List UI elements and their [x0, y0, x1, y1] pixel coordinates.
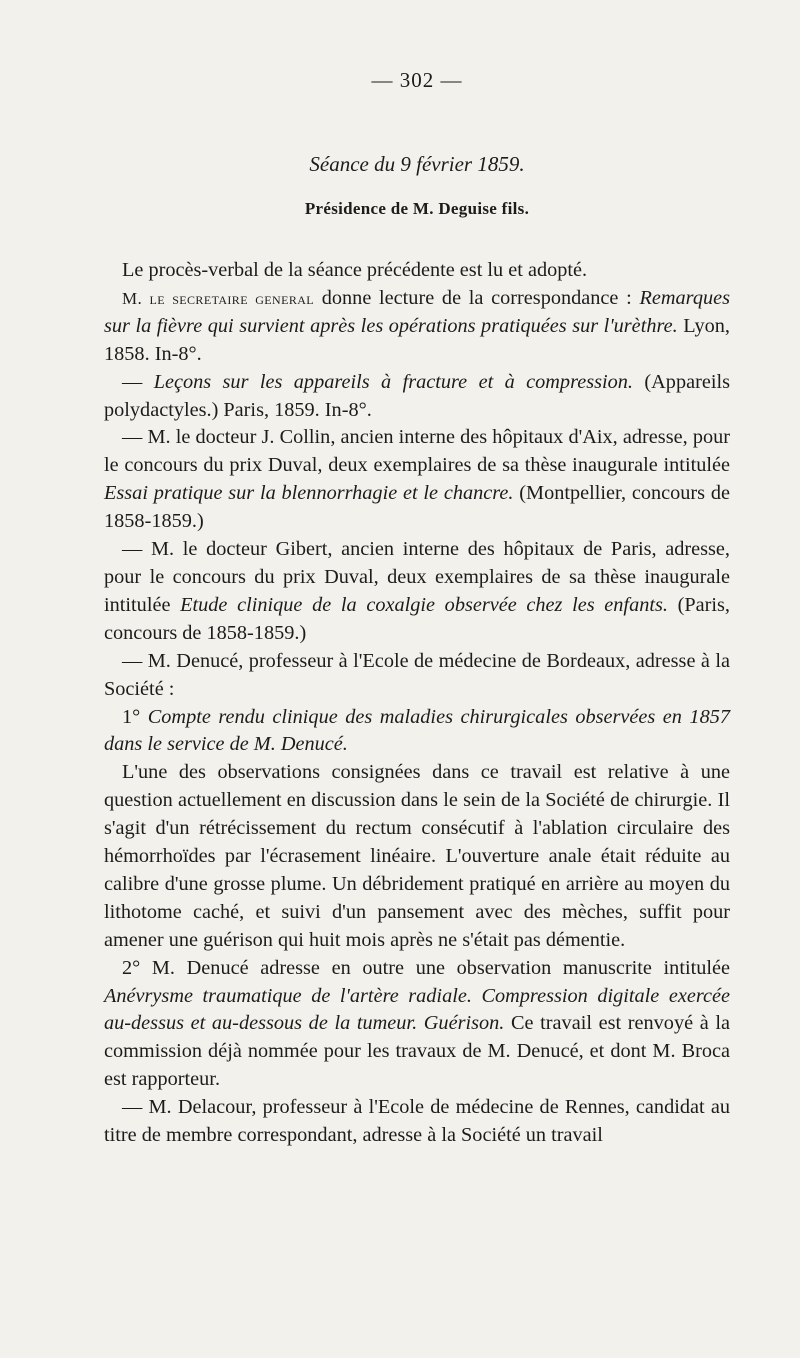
work-title-anevrysme: Anévrysme traumatique de l'artère radiale. Compression digitale exercée au-dessus et au-dessous de la tumeur. Guérison. [104, 984, 730, 1035]
work-imprint-paris: (Appareils polydactyles.) Paris, 1859. In-8°. [104, 370, 730, 421]
paragraph-observation: L'une des observations consignées dans ce travail est relative à une question actuellement en discussion dans le sein de la Société de chirurgie. Il s'agit d'un rétrécissement du rectum consécutif à l'ablation circulaire des hémorrhoïdes par l'écrasement linéaire. L'ouverture anale était réduite au calibre d'une grosse plume. Un débridement pratiqué en arrière au moyen du lithotome caché, et suivi d'un pansement avec des mèches, suffit pour amener une guérison qui huit mois après ne s'était pas démentie. [104, 761, 730, 951]
work-title-coxalgie: Etude clinique de la coxalgie observée chez les enfants. [180, 593, 668, 616]
work-title-compte-rendu: Compte rendu clinique des maladies chirurgicales observées en 1857 dans le service de M. Denucé. [104, 705, 730, 756]
anevrysme-tail: Ce travail est renvoyé à la commission déjà nommée pour les travaux de M. Denucé, et dont M. Broca est rapporteur. [104, 1012, 730, 1091]
body-text [104, 257, 730, 1150]
dash: — [122, 370, 154, 393]
collin-text: — M. le docteur J. Collin, ancien interne des hôpitaux d'Aix, adresse, pour le concours du prix Duval, deux exemplaires de sa thèse inaugurale intitulée [104, 426, 730, 477]
paragraph-delacour: — M. Delacour, professeur à l'Ecole de médecine de Rennes, candidat au titre de membre correspondant, adresse à la Société un travail [104, 1096, 730, 1147]
presidency-line: Présidence de M. Deguise fils. [304, 199, 530, 218]
speaker-secretary: M. le secretaire general [122, 288, 315, 308]
item-number-1: 1° [122, 705, 148, 728]
paragraph-gibert [104, 536, 730, 648]
work-title-lecons: Leçons sur les appareils à fracture et à compression. [153, 370, 633, 393]
collin-tail: (Montpellier, concours de 1858-1859.) [104, 482, 730, 533]
paragraph-compte-rendu [104, 704, 730, 760]
paragraph-denuce: — M. Denucé, professeur à l'Ecole de médecine de Bordeaux, adresse à la Société : [104, 649, 730, 700]
page-number: — 302 — [371, 68, 463, 92]
work-title-fievre: Remarques sur la fièvre qui survient après les opérations pratiquées sur l'urèthre. [104, 286, 730, 337]
session-title: Séance du 9 février 1859. [309, 152, 525, 176]
paragraph-collin [104, 424, 730, 536]
work-title-blennorrhagie: Essai pratique sur la blennorrhagie et le chancre. [104, 482, 514, 505]
paragraph-correspondence [104, 285, 730, 369]
paragraph-anevrysme [104, 955, 730, 1095]
paragraph-lecons [104, 369, 730, 425]
work-imprint-lyon: Lyon, 1858. In-8°. [104, 314, 730, 365]
gibert-text: — M. le docteur Gibert, ancien interne des hôpitaux de Paris, adresse, pour le concours du prix Duval, deux exemplaires de sa thèse inaugurale intitulée [104, 538, 730, 616]
paragraph-minutes: Le procès-verbal de la séance précédente est lu et adopté. [122, 259, 588, 281]
anevrysme-intro: 2° M. Denucé adresse en outre une observation manuscrite intitulée [122, 956, 730, 979]
correspondence-intro: donne lecture de la correspondance : [314, 286, 632, 309]
gibert-tail: (Paris, concours de 1858-1859.) [104, 593, 730, 644]
